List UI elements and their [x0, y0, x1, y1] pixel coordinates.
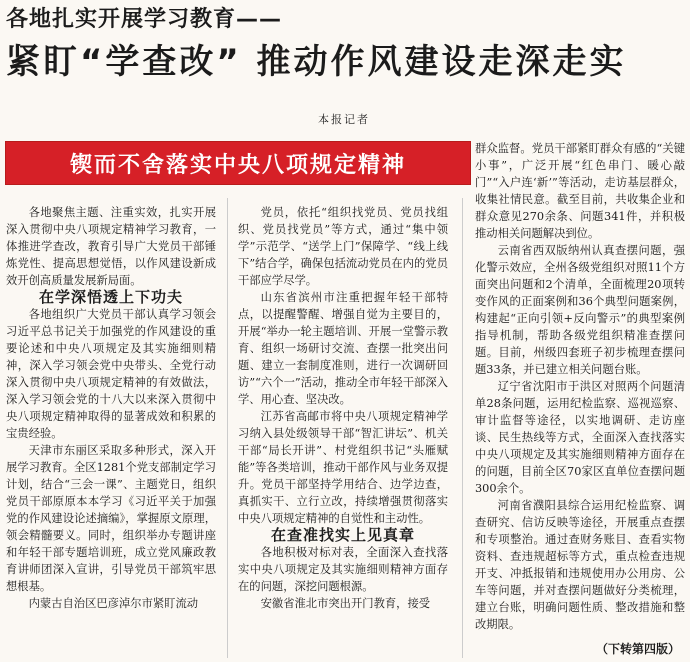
column-divider	[462, 198, 463, 658]
paragraph: 各地聚焦主题、注重实效，扎实开展深入贯彻中央八项规定精神学习教育，一体推进学查改，教育引导广大党员干部锤炼党性、提高思想觉悟，以作风建设新成效开创高质量发展新局面。	[6, 206, 216, 287]
subheading: 在查准找实上见真章	[270, 526, 415, 544]
paragraph: 江苏省高邮市将中央八项规定精神学习纳入县处级领导干部“智汇讲坛”、机关干部“局长开讲”、村党组织书记“头雁赋能”等各类培训，推动干部作风与业务双提升。党员干部坚持学用结合、边学边查，真抓实干、立行立改，持续增强贯彻落实中央八项规定精神的自觉性和主动性。	[238, 410, 448, 525]
main-headline: 紧盯“学查改” 推动作风建设走深走实	[6, 42, 627, 82]
paragraph: 各地积极对标对表，全面深入查找落实中央八项规定及其实施细则精神方面存在的问题，深挖问题根源。	[238, 546, 448, 593]
byline: 本报记者	[318, 113, 370, 126]
section-banner: 锲而不舍落实中央八项规定精神	[5, 141, 471, 185]
paragraph: 内蒙古自治区巴彦淖尔市紧盯流动	[28, 597, 199, 610]
paragraph: 党员，依托“组织找党员、党员找组织、党员找党员”等方式，通过“集中领学”示范学、“送学上门”保障学、“线上线下”结合学，确保包括流动党员在内的党员干部应学尽学。	[238, 206, 448, 287]
paragraph: 山东省滨州市注重把握年轻干部特点，以提醒警醒、增强自觉为主要目的，开展“举办一轮主题培训、开展一堂警示教育、组织一场研讨交流、查摆一批突出问题、建立一套制度准则，进行一次调研回访”“六个一”活动，推动全市年轻干部深入学、用心查、坚决改。	[238, 291, 448, 406]
article-column-2	[238, 204, 448, 662]
subheading: 在学深悟透上下功夫	[38, 288, 183, 306]
kicker-headline: 各地扎实开展学习教育——	[6, 7, 283, 32]
article-column-3	[475, 140, 685, 635]
continued-notice: （下转第四版）	[595, 642, 680, 656]
article-column-1	[6, 204, 216, 662]
column-divider	[227, 198, 228, 658]
paragraph: 河南省濮阳县综合运用纪检监察、调查研究、信访反映等途径，开展重点查摆和专项整治。通过查财务账目、查看实物资料、查违规超标等方式，重点检查违规开支、冲抵报销和违规使用办公用房、公车等问题，并对查摆问题做好分类梳理，建立台账，明确问题性质、整改措施和整改期限。	[475, 499, 685, 631]
paragraph: 各地组织广大党员干部认真学习领会习近平总书记关于加强党的作风建设的重要论述和中央八项规定及其实施细则精神，深入学习领会党中央带头、全党行动深入贯彻中央八项规定精神的有效做法，深入学习领会党的十八大以来深入贯彻中央八项规定精神取得的显著成效和积累的宝贵经验。	[6, 308, 216, 440]
paragraph: 云南省西双版纳州认真查摆问题，强化警示效应，全州各级党组织对照11个方面突出问题和2个清单，全面梳理20项转变作风的正面案例和36个典型问题案例，构建起“正向引领+反向警示”的典型案例指导机制，帮助各级党组织精准查摆问题。目前，州级四套班子初步梳理查摆问题33条，并已建立相关问题台账。	[475, 244, 685, 376]
paragraph: 辽宁省沈阳市于洪区对照两个问题清单28条问题，运用纪检监察、巡视巡察、审计监督等途径，以实地调研、走访座谈、民生热线等方式，全面深入查找落实中央八项规定及其实施细则精神方面存在的问题，目前全区70家区直单位查摆问题300余个。	[475, 380, 685, 495]
paragraph: 天津市东丽区采取多种形式，深入开展学习教育。全区1281个党支部制定学习计划，结合“三会一课”、主题党日，组织党员干部原原本本学习《习近平关于加强党的作风建设论述摘编》，掌握原文原理，领会精髓要义。同时，组织举办专题讲座和年轻干部专题培训班，成立党风廉政教育讲师团深入宣讲，引导党员干部筑牢思想根基。	[6, 444, 216, 593]
paragraph: 安徽省淮北市突出开门教育，接受	[260, 597, 431, 610]
paragraph: 群众监督。党员干部紧盯群众有感的“关键小事”，广泛开展“红色串门、暖心敲门”“入户连‘新’”等活动，走访基层群众，收集社情民意。截至目前，共收集企业和群众意见270余条、问题341件，并积极推动相关问题解决到位。	[475, 142, 685, 240]
